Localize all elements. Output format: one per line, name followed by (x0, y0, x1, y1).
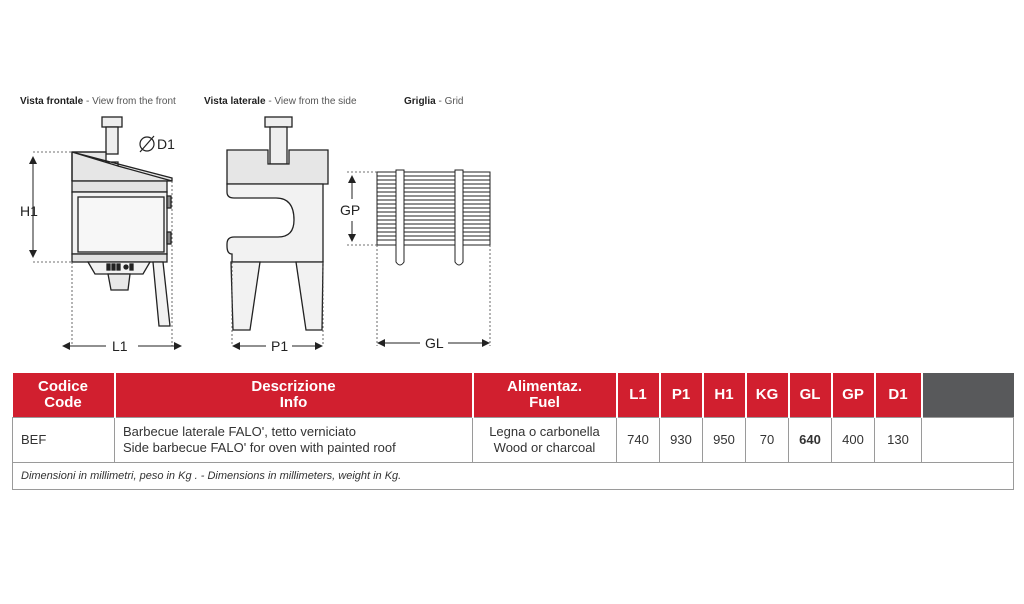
header-gl: GL (789, 373, 832, 418)
spec-table (12, 373, 1014, 490)
side-view-drawing (227, 117, 328, 330)
side-leg-back (296, 262, 323, 330)
cell-blank (922, 418, 1014, 463)
grid-drawing (377, 170, 490, 265)
front-roof-band (72, 181, 167, 192)
front-chimney-pipe (106, 127, 118, 154)
side-p1-label: P1 (271, 338, 289, 354)
header-blank (922, 373, 1014, 418)
grid-view-label: Griglia - Grid (404, 96, 464, 107)
side-chimney-pipe (270, 127, 287, 164)
header-kg: KG (746, 373, 789, 418)
header-h1: H1 (703, 373, 746, 418)
header-d1: D1 (875, 373, 922, 418)
front-l1-label: L1 (112, 338, 128, 354)
header-l1: L1 (617, 373, 660, 418)
table-note-row (13, 463, 1014, 490)
side-chimney-cap (265, 117, 292, 127)
cell-gp: 400 (832, 418, 875, 463)
side-leg-front (231, 262, 260, 330)
front-ash-pan (108, 274, 130, 290)
table-header-row (13, 373, 1014, 418)
table-row (13, 418, 1014, 463)
header-description: Descrizione Info (115, 373, 473, 418)
cell-fuel: Legna o carbonella Wood or charcoal (473, 418, 617, 463)
grid-gp-label: GP (340, 202, 361, 218)
header-code: Codice Code (13, 373, 115, 418)
cell-d1: 130 (875, 418, 922, 463)
cell-kg: 70 (746, 418, 789, 463)
side-view-label: Vista laterale - View from the side (204, 96, 357, 107)
cell-l1: 740 (617, 418, 660, 463)
front-leg (153, 262, 170, 326)
header-fuel: Alimentaz. Fuel (473, 373, 617, 418)
front-view-label: Vista frontale - View from the front (20, 96, 176, 107)
cell-h1: 950 (703, 418, 746, 463)
cell-code: BEF (13, 418, 115, 463)
grid-gl-label: GL (425, 335, 444, 351)
side-body (227, 184, 323, 262)
header-p1: P1 (660, 373, 703, 418)
front-chimney-cap (102, 117, 122, 127)
header-gp: GP (832, 373, 875, 418)
cell-gl: 640 (789, 418, 832, 463)
front-h1-label: H1 (20, 203, 38, 219)
cell-p1: 930 (660, 418, 703, 463)
cell-description: Barbecue laterale FALO', tetto verniciato Side barbecue FALO' for oven with painted roof (115, 418, 473, 463)
front-d1-label: D1 (157, 136, 175, 152)
dimensions-note: Dimensioni in millimetri, peso in Kg . - Dimensions in millimeters, weight in Kg. (13, 463, 1014, 490)
